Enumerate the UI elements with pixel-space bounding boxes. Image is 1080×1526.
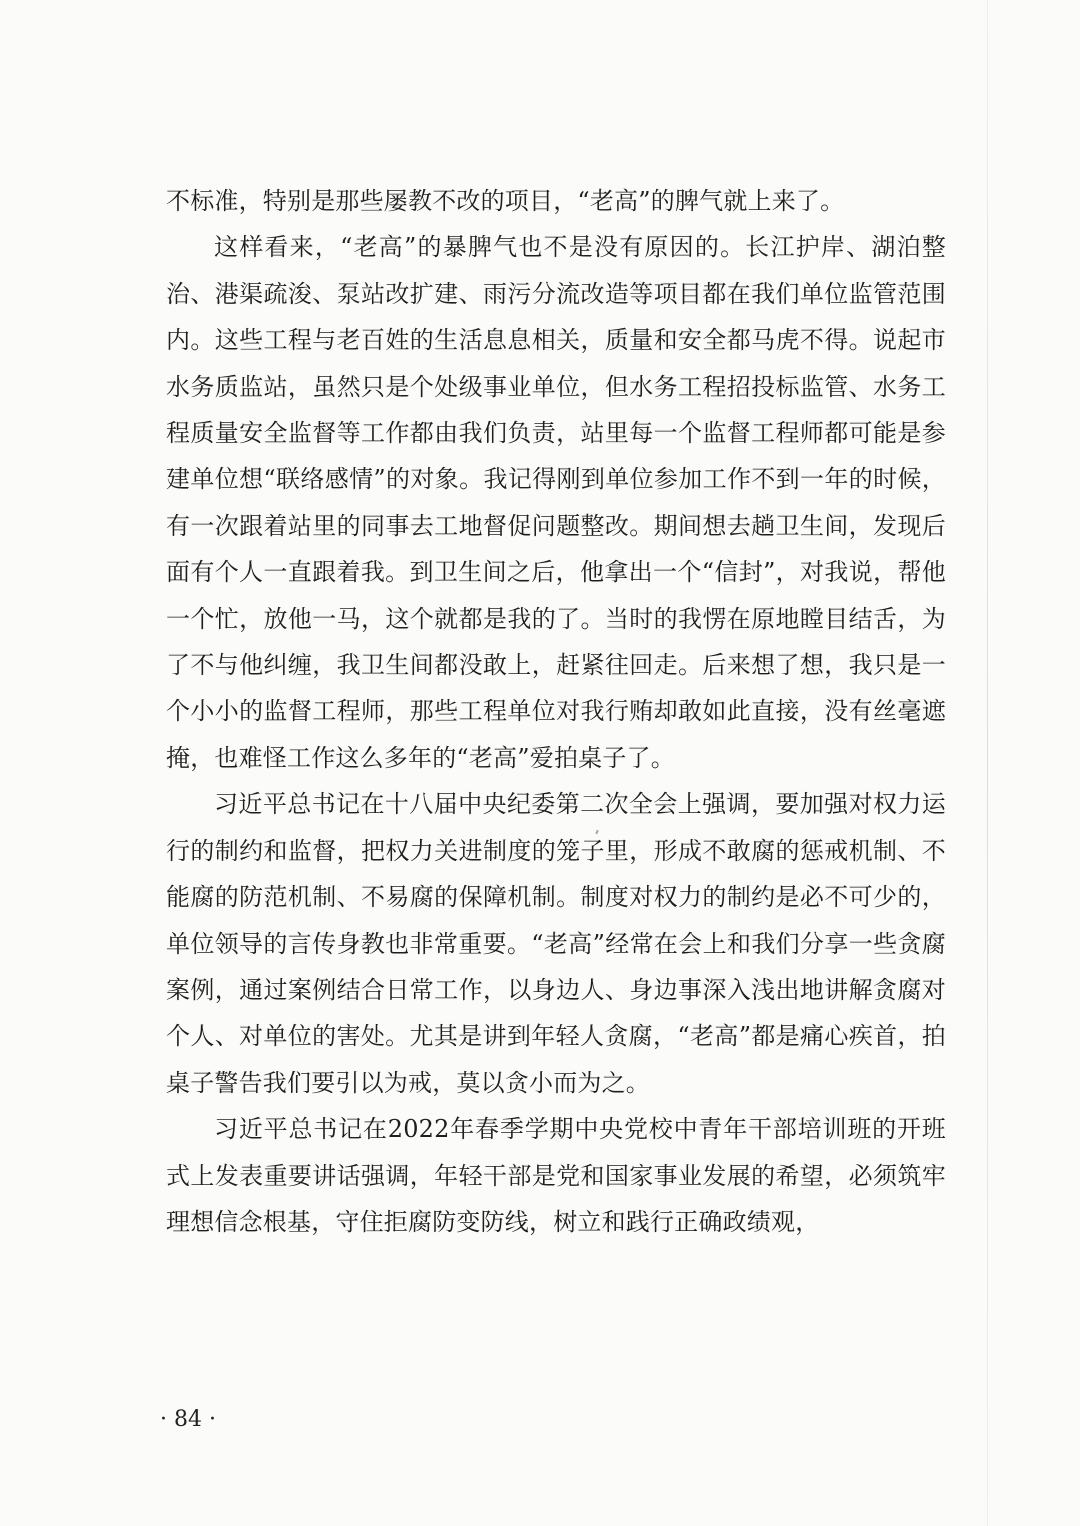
body-text (166, 178, 946, 1245)
page-number: · 84 · (160, 1407, 216, 1432)
paragraph-2: 这样看来，“老高”的暴脾气也不是没有原因的。长江护岸、湖泊整治、港渠疏浚、泵站改扩建、雨污分流改造等项目都在我们单位监管范围内。这些工程与老百姓的生活息息相关，质量和安全都马虎不得。说起市水务质监站，虽然只是个处级事业单位，但水务工程招投标监管、水务工程质量安全监督等工作都由我们负责，站里每一个监督工程师都可能是参建单位想“联络感情”的对象。我记得刚到单位参加工作不到一年的时候，有一次跟着站里的同事去工地督促问题整改。期间想去趟卫生间，发现后面有个人一直跟着我。到卫生间之后，他拿出一个“信封”，对我说，帮他一个忙，放他一马，这个就都是我的了。当时的我愣在原地瞠目结舌，为了不与他纠缠，我卫生间都没敢上，赶紧往回走。后来想了想，我只是一个小小的监督工程师，那些工程单位对我行贿却敢如此直接，没有丝毫遮掩，也难怪工作这么多年的“老高”爱拍桌子了。 (166, 233, 946, 772)
paragraph-3: 习近平总书记在十八届中央纪委第二次全会上强调，要加强对权力运行的制约和监督，把权力关进制度的笼子里，形成不敢腐的惩戒机制、不能腐的防范机制、不易腐的保障机制。制度对权力的制约是必不可少的，单位领导的言传身教也非常重要。“老高”经常在会上和我们分享一些贪腐案例，通过案例结合日常工作，以身边人、身边事深入浅出地讲解贪腐对个人、对单位的害处。尤其是讲到年轻人贪腐，“老高”都是痛心疾首，拍桌子警告我们要引以为戒，莫以贪小而为之。 (166, 790, 946, 1097)
paragraph-4: 习近平总书记在2022年春季学期中央党校中青年干部培训班的开班式上发表重要讲话强调，年轻干部是党和国家事业发展的希望，必须筑牢理想信念根基，守住拒腐防变防线，树立和践行正确政绩观， (166, 1115, 946, 1236)
page-edge-line (987, 0, 988, 1526)
paragraph-1: 不标准，特别是那些屡教不改的项目，“老高”的脾气就上来了。 (166, 187, 845, 215)
